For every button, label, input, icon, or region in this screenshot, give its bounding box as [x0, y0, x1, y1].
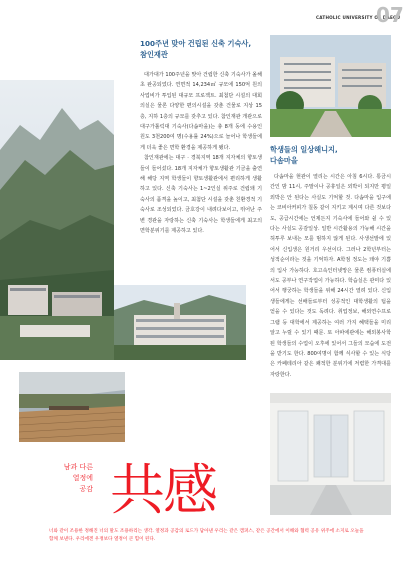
university-name: CATHOLIC UNIVERSITY OF DAEGU: [316, 15, 401, 20]
page-number: 07: [376, 3, 404, 27]
feature-caption: 너와 같이 조용한 정해진 너의 말도 조용하리는 생각. 열정과 공감의 로드가 담아낸 우리는 같은 캠퍼스, 같은 공간에서 이해와 협력 공유 위주에 소지로 오늘을 함께 보낸다. 우리에겐 우정보다 열정이 큰 힘이 된다.: [49, 529, 364, 543]
paragraph: 다솜마을 현관이 열리는 시간은 아침 6시다. 통금시간인 밤 11시, 주말이나 공휴일은 외박이 되지만 평일외박은 안 된다는 사실도 기억할 것. 다솜마을 입구에는 코비아커피가 칠동 같이 지키고 계시며 다른 것보다도, 공급시간에는 언제든지 기숙사에 들어와 쉴 수 있다는 사실도 공감일상. 일반 시간활용의 가능해 시간을 허투루 보내는 모를 범하지 않게 된다. 사생선발에 있어서 신입생은 원거리 우선이다. 그러나 2학년부터는 성적순이라는 것을 기억하자. A학점 정도는 돼야 기쁨의 입사 가능하다. 호고속인터넷망은 물론 컴퓨터실에서도 공부나 연구작업이 가능하다. 학습실은 관미다 있어서 행궁하는 학생들을 위해 24시간 열려 있다. 신입생들에게는 선배들로부터 성공적인 대학생활의 팁을 얻을 수 있다는 것도 독려다. 취업정보, 해외연수프로그램 등 대학에서 제공하는 여러 가지 혜택들을 미리 알고 누릴 수 있기 때문. 또 아파에관에는 해외봉사학된 학생들의 수업이 오후에 있어서 그들의 모습에 도전을 받기도 한다. 800여명이 함께 식사할 수 있는 식당은 카페테리아 같은 쾌적한 분위기에 저렴한 가격대를 자랑한다.: [270, 174, 391, 378]
article-title-line: 다솜마을: [270, 156, 298, 165]
paragraph: 대가대가 100주년을 맞아 건립한 신축 기숙사가 올해 초 완공되었다. 연면적 14,234㎡ 규모에 150억 원의 사업비가 투입된 대규모 프로젝트. 최첨단 시설의 대회의실은 물론 다양한 편의시설을 갖춘 건물로 지상 15층, 지하 1층의 규모를 갖추고 있다. 참인재관 개관으로 대구가톨릭대 기숙사(다솜마을)는 총 8개 동에 수용인원도 3천200여 명(수용률 24%)으로 늘어나 학생들에게 더욱 좋은 면학 환경을 제공하게 됐다.: [140, 72, 262, 151]
feature-subtitle-line: 남과 다른: [63, 463, 93, 471]
interior-lobby-photo: [270, 393, 391, 515]
feature-subtitle-line: 공감: [79, 485, 93, 493]
article-title-line: 100주년 맞아 건립된 신축 기숙사,: [140, 39, 252, 48]
article-title-line: 학생들의 일상해니지,: [270, 145, 338, 154]
dormitory-courtyard-photo: [270, 35, 391, 137]
article-dormitory: [140, 38, 262, 237]
article-body: [270, 172, 391, 380]
article-title-line: 참인재관: [140, 50, 168, 59]
feature-hanja-title: 共感: [110, 458, 217, 522]
campus-building-photo: [114, 285, 246, 360]
article-dasom-village: [270, 144, 391, 380]
article-title: [270, 144, 391, 166]
article-body: [140, 70, 262, 237]
campus-mountain-photo: [0, 80, 114, 360]
feature-subtitle: [49, 462, 93, 495]
article-title: [140, 38, 262, 60]
feature-subtitle-line: 열정에: [72, 474, 93, 482]
paragraph: 참인재관에는 대구 · 경북지역 18개 지자체의 향토생들이 들어섰다. 18개 지자체가 향토생활관 기금을 출연해 해당 지역 학생들이 향토생활관에서 편리하게 생활하고 있다. 신축 기숙사는 1~2인실 위주로 건립돼 기숙사의 품격을 높이고, 최첨단 시설을 갖춘 친환경적 기숙사로 조성되었다. 금호강이 내려다보이고, 뛰어난 주변 경관을 자랑하는 신축 기숙사는 학생들에게 최고의 면학분위기를 제공하고 있다.: [140, 155, 262, 235]
boardwalk-lounge-photo: [19, 372, 125, 442]
